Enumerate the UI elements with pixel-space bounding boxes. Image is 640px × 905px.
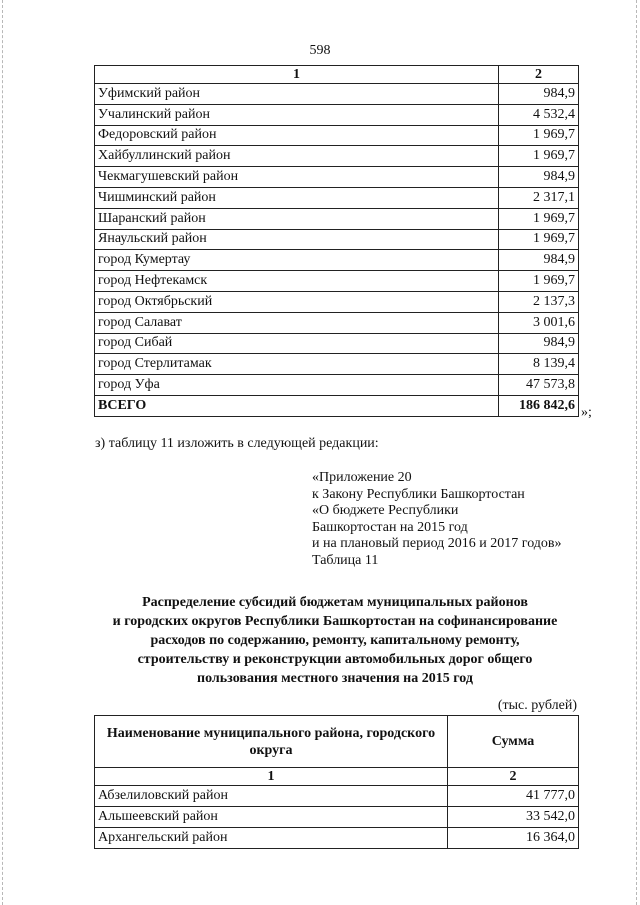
appendix-line: Таблица 11 [312, 552, 379, 568]
amount-cell: 16 364,0 [448, 828, 579, 849]
amount-cell: 3 001,6 [499, 312, 579, 333]
total-row [95, 395, 579, 416]
table-row [95, 312, 579, 333]
table-row [95, 291, 579, 312]
district-name-cell: Федоровский район [95, 125, 499, 146]
district-name-cell: Хайбуллинский район [95, 146, 499, 167]
table-row [95, 187, 579, 208]
title-line: пользования местного значения на 2015 год [197, 671, 473, 686]
district-name-cell: Учалинский район [95, 104, 499, 125]
amount-cell: 41 777,0 [448, 786, 579, 807]
total-value: 186 842,6 [499, 395, 579, 416]
title-line: и городских округов Республики Башкортостан на софинансирование [112, 614, 558, 629]
table-row [95, 807, 579, 828]
appendix-line: к Закону Республики Башкортостан [312, 486, 525, 502]
total-label: ВСЕГО [95, 395, 499, 416]
closing-quote-mark: »; [581, 405, 592, 420]
district-name-cell: Альшеевский район [95, 807, 448, 828]
amount-cell: 1 969,7 [499, 208, 579, 229]
appendix-line: и на плановый период 2016 и 2017 годов» [312, 536, 562, 551]
table-row [95, 333, 579, 354]
table-title [70, 593, 600, 688]
table-row [95, 828, 579, 849]
appendix-line: «О бюджете Республики [312, 503, 459, 518]
district-name-cell: город Уфа [95, 375, 499, 396]
district-name-cell: Янаульский район [95, 229, 499, 250]
amount-cell: 984,9 [499, 84, 579, 105]
amount-cell: 984,9 [499, 167, 579, 188]
amount-cell: 4 532,4 [499, 104, 579, 125]
title-line: Распределение субсидий бюджетам муниципальных районов [142, 595, 528, 610]
table-row [95, 271, 579, 292]
units-label: (тыс. рублей) [497, 698, 577, 713]
district-name-cell: город Октябрьский [95, 291, 499, 312]
district-name-cell: Уфимский район [95, 84, 499, 105]
amount-cell: 8 139,4 [499, 354, 579, 375]
district-name-cell: город Стерлитамак [95, 354, 499, 375]
district-name-cell: город Салават [95, 312, 499, 333]
district-name-cell: Чекмагушевский район [95, 167, 499, 188]
table-row [95, 208, 579, 229]
table-row [95, 84, 579, 105]
table-row [95, 375, 579, 396]
amount-cell: 47 573,8 [499, 375, 579, 396]
table-row [95, 786, 579, 807]
subsidy-table-continued [94, 65, 579, 417]
scan-edge-left [2, 0, 3, 905]
amount-cell: 2 137,3 [499, 291, 579, 312]
appendix-line: Башкортостан на 2015 год [312, 519, 468, 535]
subsidy-table-11 [94, 715, 579, 849]
header-amount: Сумма [448, 716, 579, 768]
amount-cell: 2 317,1 [499, 187, 579, 208]
column-number: 2 [448, 768, 579, 786]
amount-cell: 984,9 [499, 250, 579, 271]
district-name-cell: Абзелиловский район [95, 786, 448, 807]
page-number: 598 [309, 43, 331, 58]
table-row [95, 229, 579, 250]
column-number: 2 [499, 66, 579, 84]
table-row [95, 125, 579, 146]
district-name-cell: город Кумертау [95, 250, 499, 271]
table-header-row [95, 716, 579, 768]
table-row [95, 250, 579, 271]
title-line: строительству и реконструкции автомобильных дорог общего [137, 652, 533, 667]
column-number: 1 [95, 66, 499, 84]
amount-cell: 984,9 [499, 333, 579, 354]
district-name-cell: город Нефтекамск [95, 271, 499, 292]
table-row [95, 146, 579, 167]
amount-cell: 33 542,0 [448, 807, 579, 828]
amount-cell: 1 969,7 [499, 271, 579, 292]
title-line: расходов по содержанию, ремонту, капитальному ремонту, [150, 633, 520, 648]
column-number: 1 [95, 768, 448, 786]
table-row [95, 167, 579, 188]
appendix-reference [312, 470, 562, 569]
column-number-row [95, 66, 579, 84]
district-name-cell: Чишминский район [95, 187, 499, 208]
district-name-cell: город Сибай [95, 333, 499, 354]
header-district-name: Наименование муниципального района, городского округа [95, 716, 448, 768]
amendment-instruction: з) таблицу 11 изложить в следующей редакции: [95, 436, 379, 451]
amount-cell: 1 969,7 [499, 146, 579, 167]
column-number-row [95, 768, 579, 786]
scan-edge-right [636, 0, 637, 905]
table-row [95, 354, 579, 375]
amount-cell: 1 969,7 [499, 229, 579, 250]
amount-cell: 1 969,7 [499, 125, 579, 146]
appendix-line: «Приложение 20 [312, 470, 412, 485]
district-name-cell: Архангельский район [95, 828, 448, 849]
table-row [95, 104, 579, 125]
district-name-cell: Шаранский район [95, 208, 499, 229]
